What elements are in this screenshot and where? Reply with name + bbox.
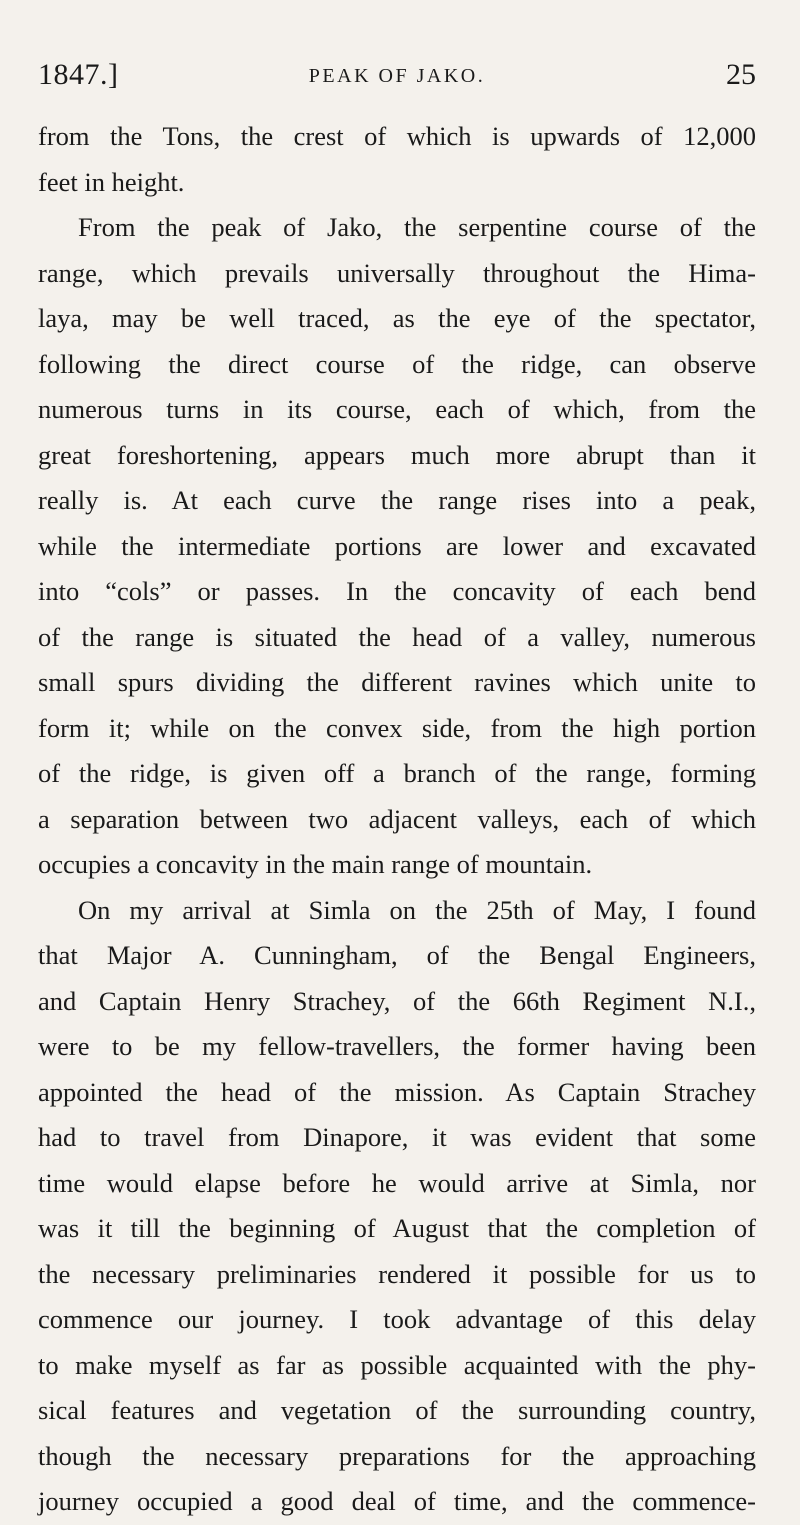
text-line: small spurs dividing the different ravines which unite to <box>38 667 756 697</box>
text-line: commence our journey. I took advantage of this delay <box>38 1304 756 1334</box>
text-line: really is. At each curve the range rises into a peak, <box>38 485 756 515</box>
text-line: time would elapse before he would arrive at Simla, nor <box>38 1167 756 1198</box>
text-line: was it till the beginning of August that the completion of <box>38 1213 756 1243</box>
text-line: and Captain Henry Strachey, of the 66th Regiment N.I., <box>38 985 756 1016</box>
page-number: 25 <box>726 58 756 91</box>
text-line: of the range is situated the head of a valley, numerous <box>38 621 756 652</box>
body-text <box>38 114 756 1525</box>
text-line: that Major A. Cunningham, of the Bengal Engineers, <box>38 940 756 970</box>
text-line: while the intermediate portions are lower and excavated <box>38 530 756 561</box>
running-head <box>38 58 756 94</box>
text-line: from the Tons, the crest of which is upwards of 12,000 <box>38 121 756 151</box>
text-line: From the peak of Jako, the serpentine course of the <box>78 212 756 242</box>
text-line: to make myself as far as possible acquainted with the phy- <box>38 1349 756 1380</box>
header-year: 1847.] <box>38 58 119 91</box>
text-line: journey occupied a good deal of time, and the commence- <box>38 1486 756 1516</box>
text-line: appointed the head of the mission. As Captain Strachey <box>38 1076 756 1107</box>
text-line: form it; while on the convex side, from the high portion <box>38 712 756 743</box>
text-line: the necessary preliminaries rendered it possible for us to <box>38 1258 756 1289</box>
text-line: sical features and vegetation of the surrounding country, <box>38 1395 756 1425</box>
text-line: had to travel from Dinapore, it was evident that some <box>38 1122 756 1152</box>
text-line: of the ridge, is given off a branch of the range, forming <box>38 758 756 788</box>
text-line: great foreshortening, appears much more abrupt than it <box>38 439 756 470</box>
text-line: though the necessary preparations for the approaching <box>38 1440 756 1471</box>
text-line: were to be my fellow-travellers, the former having been <box>38 1031 756 1061</box>
text-line: numerous turns in its course, each of which, from the <box>38 394 756 424</box>
text-line: occupies a concavity in the main range of mountain. <box>38 849 593 879</box>
text-line: a separation between two adjacent valleys, each of which <box>38 803 756 834</box>
text-line: feet in height. <box>38 166 185 197</box>
text-line: laya, may be well traced, as the eye of the spectator, <box>38 303 756 333</box>
text-line: following the direct course of the ridge, can observe <box>38 348 756 379</box>
text-line: into “cols” or passes. In the concavity of each bend <box>38 576 756 606</box>
header-title: PEAK OF JAKO. <box>308 65 486 87</box>
text-line: range, which prevails universally throughout the Hima- <box>38 257 756 288</box>
text-line: On my arrival at Simla on the 25th of May, I found <box>78 894 756 925</box>
